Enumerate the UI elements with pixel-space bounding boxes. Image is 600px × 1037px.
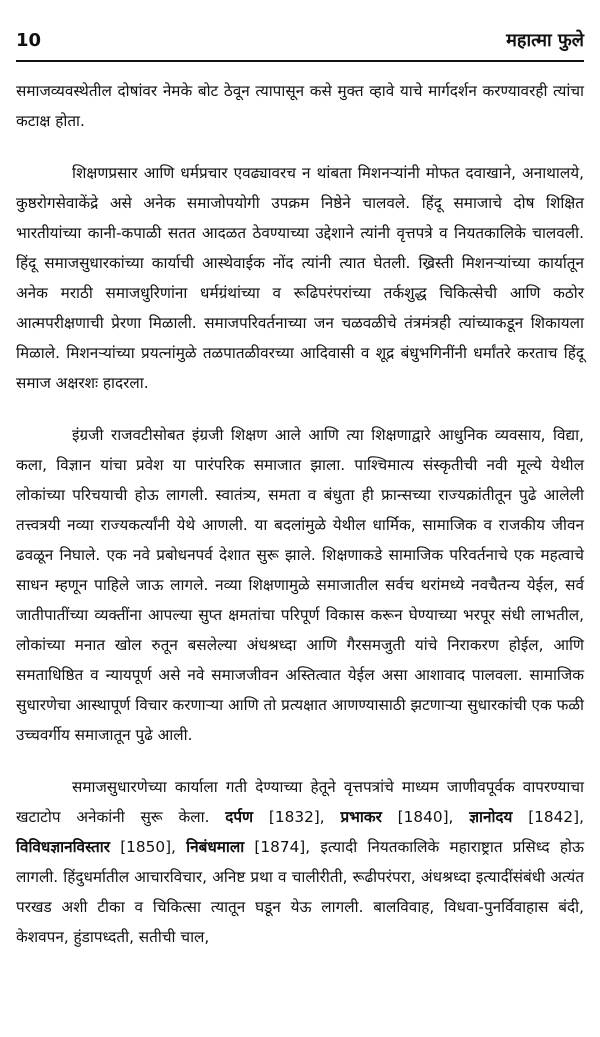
periodical-vividhdnyanvistar: विविधज्ञानविस्तार <box>16 838 110 856</box>
periodical-dnyanoday: ज्ञानोदय <box>469 808 513 826</box>
periodical-darpan-year: [1832], <box>268 808 325 826</box>
periodical-dnyanoday-year: [1842], <box>528 808 584 826</box>
paragraph-4-lead: समाजसुधारणेच्या कार्याला गती देण्याच्या हेतूने वृत्तपत्रांचे माध्यम जाणीवपूर्वक वापरण्याचा खटाटोप अनेकांनी सुरू केला. <box>16 778 584 826</box>
paragraph-3: इंग्रजी राजवटीसोबत इंग्रजी शिक्षण आले आणि त्या शिक्षणाद्वारे आधुनिक व्यवसाय, विद्या, कला, विज्ञान यांचा प्रवेश या पारंपरिक समाजात झाला. पाश्चिमात्य संस्कृतीची नवी मूल्ये येथील लोकांच्या परिचयाची होऊ लागली. स्वातंत्र्य, समता व बंधुता ही फ्रान्सच्या राज्यक्रांतीतून पुढे आलेली तत्त्वत्रयी नव्या राज्यकर्त्यांनी येथे आणली. या बदलांमुळे येथील धार्मिक, सामाजिक व राजकीय जीवन ढवळून निघाले. एक नवे प्रबोधनपर्व देशात सुरू झाले. शिक्षणाकडे सामाजिक परिवर्तनाचे एक महत्वाचे साधन म्हणून पाहिले जाऊ लागले. नव्या शिक्षणामुळे समाजातील सर्वच थरांमध्ये नवचैतन्य येईल, सर्व जातीपातींच्या व्यक्तींना आपल्या सुप्त क्षमतांचा परिपूर्ण विकास करून घेण्याच्या भरपूर संधी लाभतील, लोकांच्या मनात खोल रुतून बसलेल्या अंधश्रध्दा आणि गैरसमजुती यांचे निराकरण होईल, आणि समताधिष्ठित व न्यायपूर्ण असे नवे समाजजीवन अस्तित्वात येईल असा आशावाद पालवला. सामाजिक सुधारणेचा आस्थापूर्ण विचार करणाऱ्या आणि तो प्रत्यक्षात आणण्यासाठी झटणाऱ्या सुधारकांची एक फळी उच्चवर्गीय समाजातून पुढे आली. <box>16 426 584 744</box>
periodical-nibandhmala-year: [1874], <box>254 838 311 856</box>
periodical-darpan: दर्पण <box>225 808 254 826</box>
periodical-prabhakar-year: [1840], <box>397 808 454 826</box>
paragraph-2: शिक्षणप्रसार आणि धर्मप्रचार एवढ्यावरच न थांबता मिशनऱ्यांनी मोफत दवाखाने, अनाथालये, कुष्ठरोगसेवाकेंद्रे असे अनेक समाजोपयोगी उपक्रम निष्ठेने चालवले. हिंदू समाजाचे दोष शिक्षित भारतीयांच्या कानी-कपाळी सतत आदळत ठेवण्याच्या उद्देशाने त्यांनी वृत्तपत्रे व नियतकालिके चालवली. हिंदू समाजसुधारकांच्या कार्याची आस्थेवाईक नोंद त्यांनी त्यात घेतली. ख्रिस्ती मिशनऱ्यांच्या कार्यातून अनेक मराठी समाजधुरिणांना धर्मग्रंथांच्या व रूढिपरंपरांच्या तर्कशुद्ध चिकित्सेची आणि कठोर आत्मपरीक्षणाची प्रेरणा मिळाली. समाजपरिवर्तनाच्या जन चळवळीचे तंत्रमंत्रही त्यांच्याकडून शिकायला मिळाले. मिशनऱ्यांच्या प्रयत्नांमुळे तळपातळीवरच्या आदिवासी व शूद्र बंधुभगिनींनी धर्मांतरे करताच हिंदू समाज अक्षरशः हादरला. <box>16 164 584 392</box>
running-title: महात्मा फुले <box>506 30 584 51</box>
paragraph-1: समाजव्यवस्थेतील दोषांवर नेमके बोट ठेवून त्यापासून कसे मुक्त व्हावे याचे मार्गदर्शन करण्यावरही त्यांचा कटाक्ष होता. <box>16 82 584 130</box>
paragraph-4-tail: इत्यादी नियतकालिके महाराष्ट्रात प्रसिध्द होऊ लागली. हिंदुधर्मातील आचारविचार, अनिष्ट प्रथा व चालीरीती, रूढीपरंपरा, अंधश्रध्दा इत्यादींसंबंधी अत्यंत परखड अशी टीका व चिकित्सा त्यातून घडून येऊ लागली. बालविवाह, विधवा-पुनर्विवाहास बंदी, केशवपन, हुंडापध्दती, सतीची चाल, <box>16 838 584 946</box>
paragraph-4 <box>16 772 584 952</box>
page-header <box>16 28 584 52</box>
header-rule <box>16 60 584 62</box>
periodical-nibandhmala: निबंधमाला <box>186 838 245 856</box>
periodical-prabhakar: प्रभाकर <box>340 808 382 826</box>
page-number: 10 <box>16 30 42 51</box>
periodical-vividhdnyanvistar-year: [1850], <box>120 838 176 856</box>
